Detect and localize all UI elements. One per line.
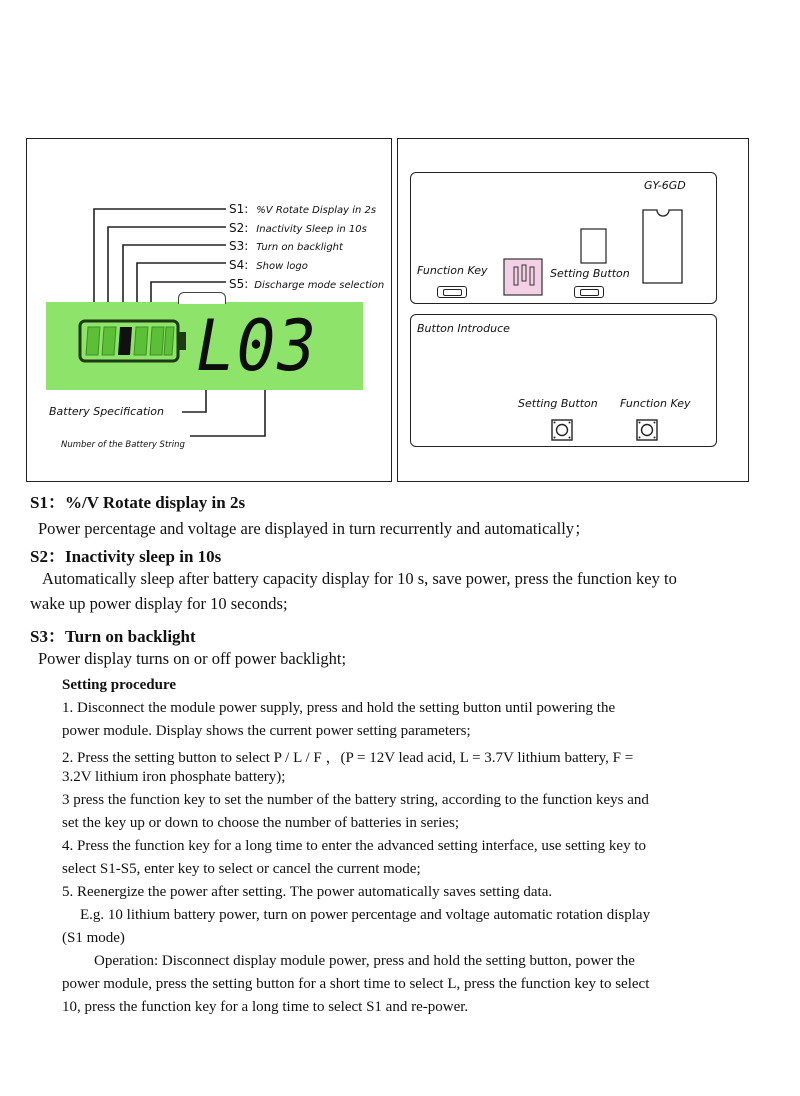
mode-s5-code: S5:	[229, 277, 249, 291]
battery-icon	[78, 318, 190, 366]
s2-body-line-1: Automatically sleep after battery capacity display for 10 s, save power, press the function key to	[42, 569, 677, 588]
s3-body: Power display turns on or off power backlight;	[38, 649, 347, 668]
function-key-label: Function Key	[417, 264, 488, 277]
battery-spec-label: Battery Specification	[49, 405, 165, 418]
s1-heading: S1：%/V Rotate display in 2s	[30, 493, 246, 512]
module-components	[410, 172, 717, 304]
mode-s2-code: S2:	[229, 221, 249, 235]
procedure-line: 2. Press the setting button to select P / L / F ，(P = 12V lead acid, L = 3.7V lithium battery, F =	[62, 750, 634, 766]
s3-heading: S3：Turn on backlight	[30, 627, 196, 646]
function-key-switch[interactable]	[437, 286, 467, 298]
operation-line: Operation: Disconnect display module power, press and hold the setting button, power the	[94, 953, 635, 969]
procedure-line: 3 press the function key to set the number of the battery string, according to the function keys and	[62, 792, 649, 808]
procedure-line: set the key up or down to choose the number of batteries in series;	[62, 815, 459, 831]
procedure-line: 3.2V lithium iron phosphate battery);	[62, 769, 286, 785]
mode-s2-desc: Inactivity Sleep in 10s	[256, 224, 367, 235]
mode-s3-desc: Turn on backlight	[256, 242, 343, 253]
s2-body-line-2: wake up power display for 10 seconds;	[30, 594, 288, 613]
s1-body: Power percentage and voltage are displayed in turn recurrently and automatically；	[38, 519, 591, 538]
mode-s4-desc: Show logo	[256, 261, 308, 272]
mode-s1-code: S1:	[229, 202, 249, 216]
procedure-line: power module. Display shows the current power setting parameters;	[62, 723, 471, 739]
button-intro-title: Button Introduce	[417, 322, 510, 335]
operation-line: power module, press the setting button for a short time to select L, press the function key to select	[62, 976, 650, 992]
mode-s5-desc: Discharge mode selection	[254, 280, 385, 291]
intro-function-label: Function Key	[620, 397, 691, 410]
example-line: E.g. 10 lithium battery power, turn on power percentage and voltage automatic rotation display	[80, 907, 651, 923]
mode-s3-code: S3:	[229, 239, 249, 253]
procedure-title: Setting procedure	[62, 677, 177, 693]
operation-line: 10, press the function key for a long time to select S1 and re-power.	[62, 999, 469, 1015]
battery-string-label: Number of the Battery String	[61, 440, 185, 450]
function-key-icon[interactable]	[636, 419, 658, 441]
example-line: (S1 mode)	[62, 930, 125, 946]
procedure-line: 1. Disconnect the module power supply, press and hold the setting button until powering the	[62, 700, 616, 716]
model-label: GY-6GD	[644, 179, 686, 192]
setting-button-switch[interactable]	[574, 286, 604, 298]
procedure-line: select S1-S5, enter key to select or cancel the current mode;	[62, 861, 421, 877]
lcd-readout: L03	[196, 305, 318, 387]
setting-button-icon[interactable]	[551, 419, 573, 441]
mode-s1-desc: %V Rotate Display in 2s	[256, 205, 377, 216]
s2-heading: S2：Inactivity sleep in 10s	[30, 547, 222, 566]
mode-s4-code: S4:	[229, 258, 249, 272]
setting-button-label: Setting Button	[550, 267, 630, 280]
procedure-line: 4. Press the function key for a long time to enter the advanced setting interface, use setting key to	[62, 838, 646, 854]
intro-setting-label: Setting Button	[518, 397, 598, 410]
procedure-line: 5. Reenergize the power after setting. The power automatically saves setting data.	[62, 884, 553, 900]
lcd-top-tab	[178, 292, 226, 304]
